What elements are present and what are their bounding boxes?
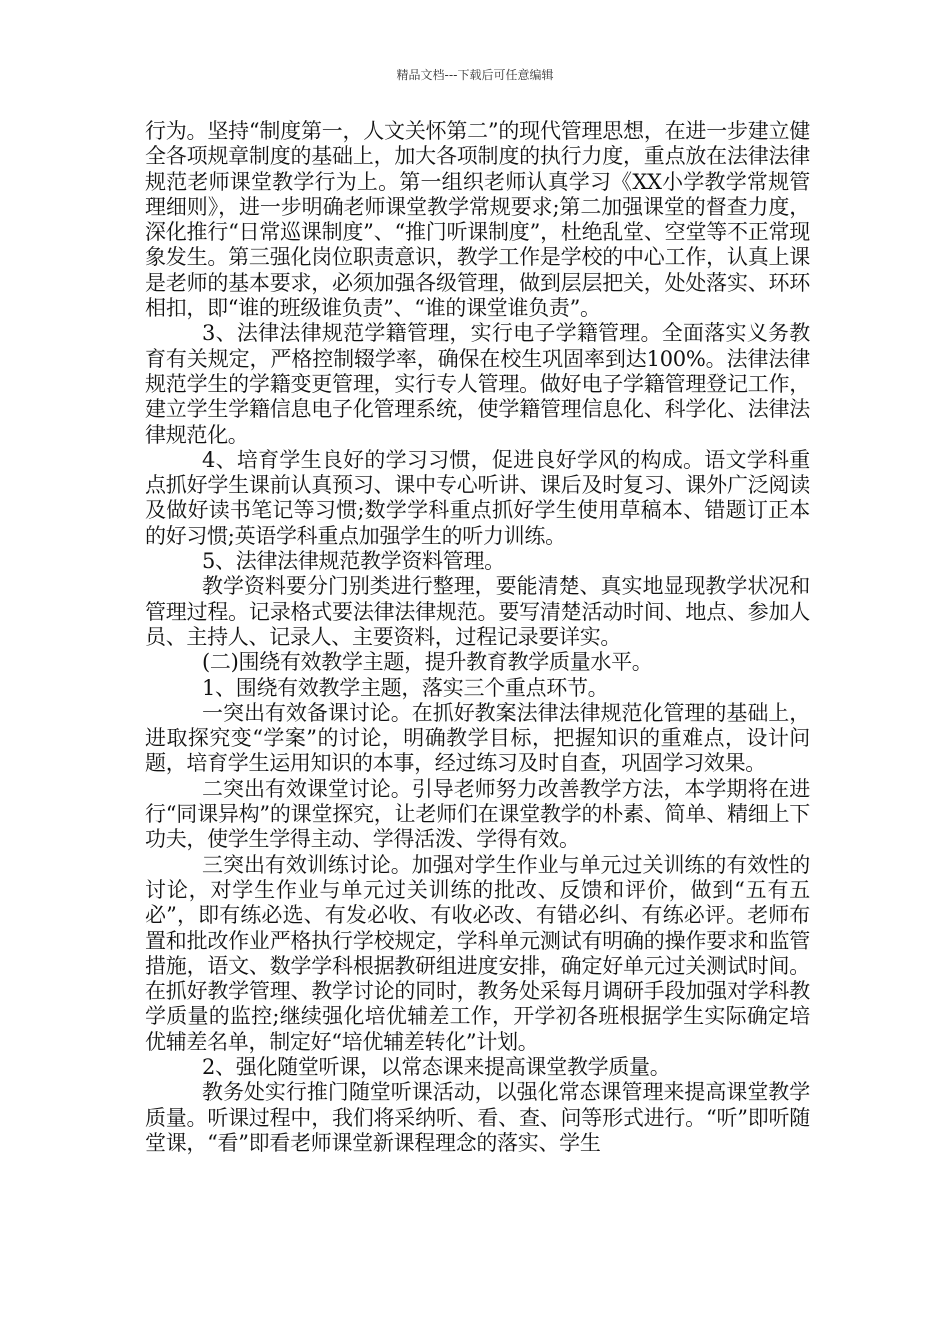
paragraph-9: 二突出有效课堂讨论。引导老师努力改善教学方法，本学期将在进行“同课异构”的课堂探究，让老师们在课堂教学的朴素、简单、精细上下功夫，使学生学得主动、学得活泼、学得有效。 (145, 776, 810, 852)
paragraph-8: 一突出有效备课讨论。在抓好教案法律法律规范化管理的基础上，进取探究变“学案”的讨论，明确教学目标，把握知识的重难点，设计问题，培育学生运用知识的本事，经过练习及时自查，巩固学习效果。 (145, 700, 810, 776)
document-body (145, 119, 810, 1156)
paragraph-4: 5、法律法律规范教学资料管理。 (202, 549, 505, 574)
paragraph-11: 2、强化随堂听课，以常态课来提高课堂教学质量。 (202, 1054, 671, 1079)
paragraph-10: 三突出有效训练讨论。加强对学生作业与单元过关训练的有效性的讨论，对学生作业与单元过关训练的批改、反馈和评价，做到“五有五必”，即有练必选、有发必收、有收必改、有错必纠、有练必评。老师布置和批改作业严格执行学校规定，学科单元测试有明确的操作要求和监管措施，语文、数学学科根据教研组进度安排，确定好单元过关测试时间。在抓好教学管理、教学讨论的同时，教务处采每月调研手段加强对学科教学质量的监控;继续强化培优辅差工作，开学初各班根据学生实际确定培优辅差名单，制定好“培优辅差转化”计划。 (145, 852, 810, 1054)
paragraph-2: 3、法律法律规范学籍管理，实行电子学籍管理。全面落实义务教育有关规定，严格控制辍学率，确保在校生巩固率到达100%。法律法律规范学生的学籍变更管理，实行专人管理。做好电子学籍管理登记工作，建立学生学籍信息电子化管理系统，使学籍管理信息化、科学化、法律法律规范化。 (145, 321, 810, 447)
paragraph-12: 教务处实行推门随堂听课活动，以强化常态课管理来提高课堂教学质量。听课过程中，我们将采纳听、看、查、问等形式进行。“听”即听随堂课，“看”即看老师课堂新课程理念的落实、学生 (145, 1080, 810, 1155)
page-header: 精品文档---下载后可任意编辑 (396, 68, 554, 82)
paragraph-5: 教学资料要分门别类进行整理，要能清楚、真实地显现教学状况和管理过程。记录格式要法律法律规范。要写清楚活动时间、地点、参加人员、主持人、记录人、主要资料，过程记录要详实。 (145, 574, 810, 649)
paragraph-7: 1、围绕有效教学主题，落实三个重点环节。 (202, 675, 609, 700)
paragraph-1: 行为。坚持“制度第一，人文关怀第二”的现代管理思想，在进一步建立健全各项规章制度的基础上，加大各项制度的执行力度，重点放在法律法律规范老师课堂教学行为上。第一组织老师认真学习《XX小学教学常规管理细则》，进一步明确老师课堂教学常规要求;第二加强课堂的督查力度，深化推行“日常巡课制度”、“推门听课制度”，杜绝乱堂、空堂等不正常现象发生。第三强化岗位职责意识，教学工作是学校的中心工作，认真上课是老师的基本要求，必须加强各级管理，做到层层把关，处处落实、环环相扣，即“谁的班级谁负责”、“谁的课堂谁负责”。 (145, 119, 810, 321)
paragraph-3: 4、培育学生良好的学习习惯，促进良好学风的构成。语文学科重点抓好学生课前认真预习、课中专心听讲、课后及时复习、课外广泛阅读及做好读书笔记等习惯;数学学科重点抓好学生使用草稿本、错题订正本的好习惯;英语学科重点加强学生的听力训练。 (145, 447, 810, 548)
section-heading-2: (二)围绕有效教学主题，提升教育教学质量水平。 (202, 650, 653, 675)
